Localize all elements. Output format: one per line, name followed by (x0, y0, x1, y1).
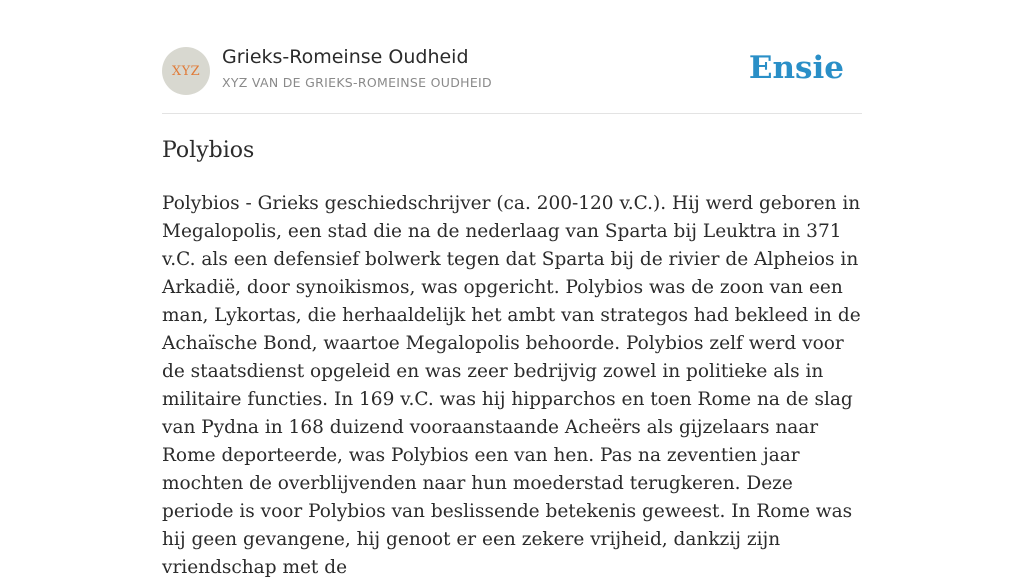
page-container (162, 0, 862, 578)
site-subtitle: XYZ VAN DE GRIEKS-ROMEINSE OUDHEID (222, 75, 492, 90)
avatar-text: XYZ (171, 63, 201, 79)
ensie-logo-link[interactable]: Ensie (748, 50, 844, 86)
article-body: Polybios - Grieks geschiedschrijver (ca. 200-120 v.C.). Hij werd geboren in Megalopolis, een stad die na de nederlaag van Sparta bij Leuktra in 371 v.C. als een defensief bolwerk tegen dat Sparta bij de rivier de Alpheios in Arkadië, door synoikismos, was opgericht. Polybios was de zoon van een man, Lykortas, die herhaaldelijk het ambt van strategos had bekleed in de Achaïsche Bond, waartoe Megalopolis behoorde. Polybios zelf werd voor de staatsdienst opgeleid en was zeer bedrijvig zowel in politieke als in militaire functies. In 169 v.C. was hij hipparchos en toen Rome na de slag van Pydna in 168 duizend vooraanstaande Acheërs als gijzelaars naar Rome deporteerde, was Polybios een van hen. Pas na zeventien jaar mochten de overblijvenden naar hun moederstad terugkeren. Deze periode is voor Polybios van beslissende betekenis geweest. In Rome was hij geen gevangene, hij genoot er een zekere vrijheid, dankzij zijn vriendschap met de (162, 193, 861, 578)
site-avatar[interactable] (162, 47, 210, 95)
site-header (162, 0, 862, 114)
site-title[interactable]: Grieks-Romeinse Oudheid (222, 46, 469, 68)
page-title: Polybios (162, 138, 255, 163)
